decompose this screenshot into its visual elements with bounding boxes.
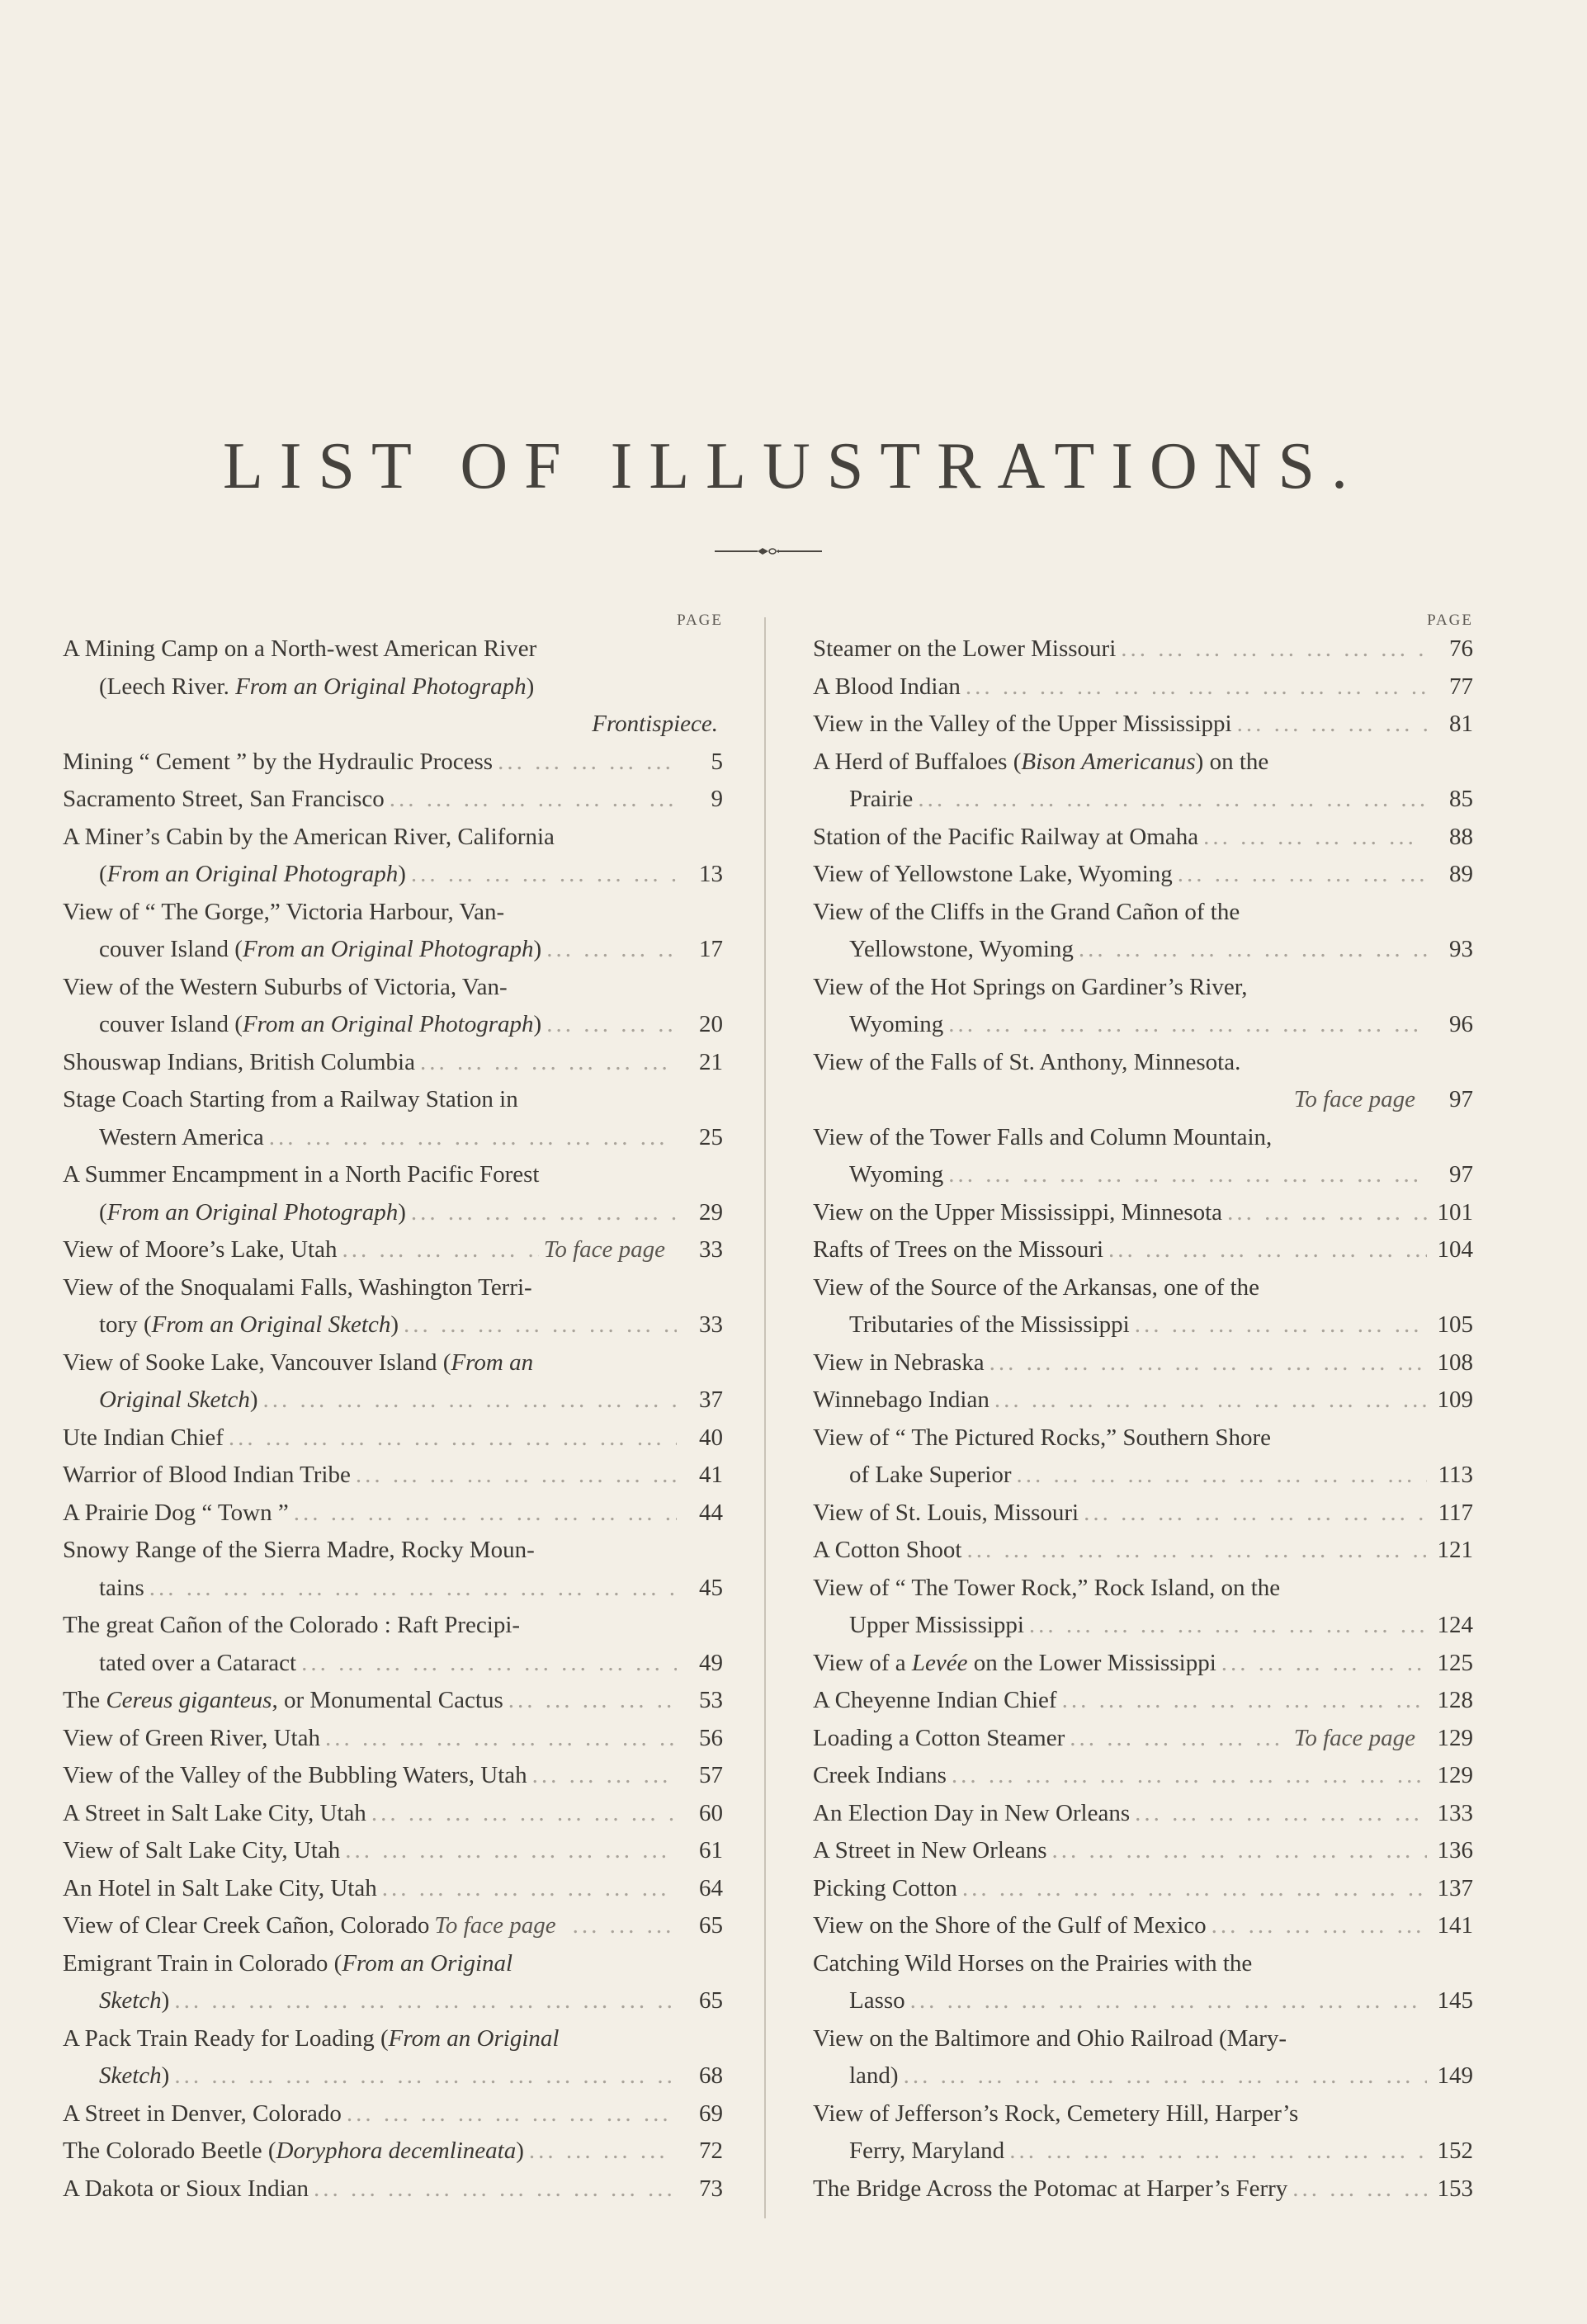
entry-page: 61 [699, 1837, 723, 1863]
entry-page: 145 [1437, 1987, 1473, 2014]
entry-title: tains [99, 1574, 144, 1601]
illustration-entry [63, 2133, 723, 2170]
leader-dots [1079, 1495, 1427, 1533]
leader-dots [1116, 631, 1427, 668]
illustration-entry [813, 1720, 1473, 1758]
entry-page: 88 [1449, 823, 1473, 850]
entry-punct: ( [99, 861, 107, 887]
illustration-entry [813, 1570, 1473, 1645]
illustration-entry [63, 1795, 723, 1833]
entry-page: 77 [1449, 673, 1473, 700]
entry-title: View of St. Louis, Missouri [813, 1499, 1079, 1526]
illustration-entry [813, 1645, 1473, 1683]
entry-page: 17 [699, 936, 723, 962]
illustration-entry [63, 1832, 723, 1870]
entry-page: 117 [1438, 1499, 1473, 1526]
entry-page: 136 [1437, 1837, 1473, 1863]
entry-punct: ) [533, 936, 542, 962]
entry-page: 109 [1437, 1386, 1473, 1413]
illustration-entry [813, 1870, 1473, 1908]
entry-title: View of Salt Lake City, Utah [63, 1837, 341, 1863]
entry-page: 81 [1449, 711, 1473, 737]
entry-title: on the Lower Mississippi [967, 1649, 1216, 1676]
entry-title: tated over a Cataract [99, 1649, 297, 1676]
leader-dots [144, 1570, 677, 1608]
illustration-entry [63, 2020, 723, 2095]
entry-page: 57 [699, 1762, 723, 1788]
entry-page: 128 [1437, 1687, 1473, 1713]
leader-dots [309, 2170, 677, 2208]
entry-page: 96 [1449, 1011, 1473, 1037]
entry-page: 20 [699, 1011, 723, 1037]
illustration-entry [63, 1532, 723, 1607]
leader-dots [1130, 1795, 1427, 1833]
entry-page: 85 [1449, 786, 1473, 812]
entry-title: The great Cañon of the Colorado : Raft Precipi- [63, 1612, 521, 1638]
entry-page: 113 [1438, 1462, 1473, 1488]
entry-title: View of “ The Pictured Rocks,” Southern Shore [813, 1424, 1272, 1451]
illustration-entry [813, 1344, 1473, 1382]
entry-species-name: Doryphora decemlineata [276, 2137, 517, 2164]
illustration-entry [63, 1495, 723, 1533]
entry-punct: ) [249, 1386, 258, 1413]
leader-dots [1012, 1457, 1428, 1495]
leader-dots [289, 1495, 677, 1533]
entry-title: Station of the Pacific Railway at Omaha [813, 823, 1199, 850]
entry-page: 149 [1437, 2062, 1473, 2089]
entry-page: 97 [1449, 1086, 1473, 1112]
entry-page: 53 [699, 1687, 723, 1713]
entry-page: 65 [699, 1912, 723, 1939]
entry-title: of Lake Superior [849, 1462, 1012, 1488]
entry-page: 125 [1437, 1649, 1473, 1676]
entry-title: The Bridge Across the Potomac at Harper’s Ferry [813, 2175, 1288, 2202]
illustration-entry [813, 856, 1473, 894]
entry-punct: ) [516, 2137, 524, 2164]
entry-page: 49 [699, 1649, 723, 1676]
leader-dots [351, 1457, 677, 1495]
illustration-entry [813, 1682, 1473, 1720]
entry-source: Original Sketch [99, 1386, 250, 1413]
leader-dots [224, 1419, 677, 1457]
illustration-entry [63, 1344, 723, 1419]
leader-dots [957, 1870, 1427, 1908]
illustration-entry [63, 1682, 723, 1720]
entry-title: Lasso [849, 1987, 905, 2014]
leader-dots [169, 2057, 677, 2095]
entry-source: From an Original Photograph [106, 1198, 399, 1226]
entry-page: 104 [1437, 1236, 1473, 1263]
entry-title: View of Sooke Lake, Vancouver Island ( [63, 1349, 451, 1376]
illustration-entry [63, 781, 723, 819]
entry-title: Winnebago Indian [813, 1386, 990, 1413]
leader-dots [1047, 1832, 1428, 1870]
entry-title: Catching Wild Horses on the Prairies with the [813, 1949, 1253, 1977]
entry-title: View of the Falls of St. Anthony, Minnesota. [813, 1048, 1241, 1075]
entry-source: From an Original [388, 2024, 560, 2052]
page-title: LIST OF ILLUSTRATIONS. [222, 430, 1364, 503]
entry-title: Emigrant Train in Colorado ( [63, 1949, 342, 1977]
to-face-page-note: To face page [1293, 1724, 1415, 1751]
entry-title: View on the Baltimore and Ohio Railroad (Mary- [813, 2024, 1287, 2052]
entry-title: Prairie [849, 786, 914, 812]
entry-title: A Blood Indian [813, 673, 961, 700]
entry-title: couver Island ( [99, 1011, 243, 1037]
leader-dots [385, 781, 677, 819]
entry-title: ) on the [1195, 748, 1269, 775]
right-column [813, 611, 1473, 2208]
leader-dots [340, 1832, 677, 1870]
entry-title: Loading a Cotton Steamer [813, 1724, 1065, 1751]
leader-dots [258, 1382, 678, 1419]
leader-dots [947, 1757, 1427, 1795]
illustration-entry [813, 1495, 1473, 1533]
entry-title: The Colorado Beetle ( [63, 2137, 276, 2164]
entry-title: A Dakota or Sioux Indian [63, 2175, 309, 2202]
entry-title: View of the Snoqualami Falls, Washington Terri- [63, 1273, 532, 1301]
entry-title: View of Clear Creek Cañon, Colorado [63, 1912, 430, 1939]
illustration-entry [813, 1382, 1473, 1419]
leader-dots [377, 1870, 677, 1908]
leader-dots [568, 1907, 677, 1945]
entry-source: From an Original Photograph [242, 936, 534, 962]
illustration-entry [813, 1269, 1473, 1344]
leader-dots [1222, 1194, 1427, 1232]
entry-title: Ute Indian Chief [63, 1424, 224, 1451]
illustration-entry [813, 1945, 1473, 2020]
entry-page-note: Frontispiece. [592, 711, 718, 737]
leader-dots [961, 668, 1427, 706]
leader-dots [337, 1231, 538, 1269]
leader-dots [985, 1344, 1427, 1382]
entry-title: Upper Mississippi [849, 1612, 1024, 1638]
entry-title: A Summer Encampment in a North Pacific Forest [63, 1161, 540, 1188]
entry-page: 64 [699, 1874, 723, 1901]
illustration-entry [813, 668, 1473, 706]
entry-source: From an Original Photograph [242, 1011, 534, 1037]
page-column-header: PAGE [1427, 612, 1473, 629]
entry-page: 68 [699, 2062, 723, 2089]
entry-page: 69 [699, 2100, 723, 2127]
entry-title: View of the Source of the Arkansas, one of the [813, 1273, 1260, 1301]
illustration-entry [813, 894, 1473, 969]
entry-title: A Cotton Shoot [813, 1537, 962, 1563]
entry-title: Stage Coach Starting from a Railway Station in [63, 1086, 518, 1112]
entry-title: An Hotel in Salt Lake City, Utah [63, 1874, 377, 1901]
entry-page: 153 [1437, 2175, 1473, 2202]
entry-title: View on the Upper Mississippi, Minnesota [813, 1198, 1223, 1226]
entry-title: Ferry, Maryland [849, 2137, 1005, 2164]
entry-page: 37 [699, 1386, 723, 1413]
entry-italic-term: Levée [911, 1649, 968, 1676]
entry-title: View of the Valley of the Bubbling Waters, Utah [63, 1762, 527, 1788]
entry-title: Rafts of Trees on the Missouri [813, 1236, 1104, 1263]
entry-title: Wyoming [849, 1011, 944, 1037]
leader-dots [342, 2095, 677, 2133]
illustration-entry [63, 1907, 723, 1945]
decorative-rule-icon [715, 543, 822, 560]
entry-page: 13 [699, 861, 723, 887]
illustration-entry [813, 2020, 1473, 2095]
leader-dots [1207, 1907, 1427, 1945]
entry-title: , or Monumental Cactus [272, 1687, 503, 1713]
entry-title: A Street in Salt Lake City, Utah [63, 1799, 366, 1826]
entry-page: 33 [699, 1236, 723, 1263]
illustration-entry [63, 1081, 723, 1156]
entry-title: A Prairie Dog “ Town ” [63, 1499, 289, 1526]
entry-punct: ) [533, 1011, 542, 1037]
entry-page: 121 [1437, 1537, 1473, 1563]
illustration-entry [63, 1870, 723, 1908]
leader-dots [399, 1306, 677, 1344]
leader-dots [1216, 1645, 1427, 1683]
entry-source: From an Original Sketch [151, 1311, 391, 1338]
leader-dots [1004, 2133, 1427, 2170]
to-face-page-note: To face page [434, 1912, 556, 1939]
entry-page: 29 [699, 1198, 723, 1226]
entry-title: Tributaries of the Mississippi [849, 1311, 1130, 1338]
entry-title: Sacramento Street, San Francisco [63, 786, 385, 812]
illustration-entry [63, 1156, 723, 1231]
entry-title: View of Green River, Utah [63, 1724, 320, 1751]
entry-page: 137 [1437, 1874, 1473, 1901]
leader-dots [527, 1757, 677, 1795]
leader-dots [366, 1795, 677, 1833]
entry-punct: ) [398, 861, 406, 887]
illustration-entry [63, 1269, 723, 1344]
entry-punct: ) [161, 1987, 170, 2014]
entry-title: The [63, 1687, 106, 1713]
entry-page: 124 [1437, 1612, 1473, 1638]
leader-dots [1074, 931, 1427, 969]
illustration-entry [63, 1457, 723, 1495]
entry-title: View on the Shore of the Gulf of Mexico [813, 1912, 1207, 1939]
entry-page: 21 [699, 1048, 723, 1075]
entry-page: 97 [1449, 1161, 1473, 1188]
entry-page: 129 [1437, 1762, 1473, 1788]
illustration-entry [813, 1419, 1473, 1495]
illustration-entry [813, 1194, 1473, 1232]
entry-title: A Pack Train Ready for Loading ( [63, 2024, 389, 2052]
entry-title: Steamer on the Lower Missouri [813, 635, 1117, 662]
entry-page: 152 [1437, 2137, 1473, 2164]
entry-page: 56 [699, 1724, 723, 1751]
entry-title: View of the Hot Springs on Gardiner’s River, [813, 973, 1248, 1000]
leader-dots [899, 2057, 1427, 2095]
left-column [63, 611, 723, 2208]
entry-title: Shouswap Indians, British Columbia [63, 1048, 415, 1075]
illustration-entry [63, 1945, 723, 2020]
leader-dots [1287, 2170, 1427, 2208]
entry-source: From an Original Photograph [235, 673, 527, 700]
entry-page: 133 [1437, 1799, 1473, 1826]
entry-punct: ) [390, 1311, 399, 1338]
entry-title: Snowy Range of the Sierra Madre, Rocky Moun- [63, 1537, 535, 1563]
entry-page: 60 [699, 1799, 723, 1826]
entry-title: Mining “ Cement ” by the Hydraulic Process [63, 748, 494, 775]
entry-page: 5 [711, 748, 723, 775]
entry-source: From an [451, 1349, 534, 1376]
entry-page: 105 [1437, 1311, 1473, 1338]
illustration-entry [813, 706, 1473, 744]
entry-source: From an Original Photograph [106, 861, 399, 887]
column-divider [764, 617, 766, 2218]
entry-page: 9 [711, 786, 723, 812]
entry-page: 41 [699, 1462, 723, 1488]
entry-title: View of Jefferson’s Rock, Cemetery Hill, Harper’s [813, 2100, 1299, 2127]
illustration-entry [813, 819, 1473, 857]
entry-title: A Street in New Orleans [813, 1837, 1047, 1863]
illustration-entry [63, 1231, 723, 1269]
entry-title: (Leech River. [99, 673, 236, 700]
leader-dots [169, 1982, 677, 2020]
entry-source: Sketch [99, 1987, 162, 2014]
leader-dots [264, 1119, 677, 1157]
leader-dots [1173, 856, 1427, 894]
entry-title: A Mining Camp on a North-west American River [63, 635, 537, 662]
entry-title: View of the Western Suburbs of Victoria, Van- [63, 973, 508, 1000]
page-column-header: PAGE [677, 612, 723, 629]
illustration-entry [813, 2095, 1473, 2170]
entry-page: 76 [1449, 635, 1473, 662]
entry-title: View of “ The Gorge,” Victoria Harbour, Van- [63, 898, 505, 925]
leader-dots [1065, 1720, 1289, 1758]
leader-dots [320, 1720, 677, 1758]
to-face-page-note: To face page [543, 1236, 665, 1263]
to-face-page-note: To face page [1293, 1086, 1415, 1112]
illustration-entry [63, 1720, 723, 1758]
entry-title: Yellowstone, Wyoming [849, 936, 1074, 962]
entry-species-name: Cereus giganteus [106, 1687, 272, 1713]
leader-dots [962, 1532, 1428, 1570]
entry-punct: ) [398, 1198, 406, 1226]
entry-title: A Miner’s Cabin by the American River, California [63, 823, 555, 850]
leader-dots [541, 1006, 677, 1044]
illustration-entry [63, 1757, 723, 1795]
entry-title: View of the Cliffs in the Grand Cañon of the [813, 898, 1240, 925]
leader-dots [990, 1382, 1427, 1419]
entry-page: 44 [699, 1499, 723, 1526]
leader-dots [1232, 706, 1427, 744]
illustration-entry [63, 744, 723, 782]
illustration-entry [63, 819, 723, 894]
entry-page: 33 [699, 1311, 723, 1338]
entry-title: land) [849, 2062, 899, 2089]
illustration-entry [813, 1231, 1473, 1269]
illustration-entry [63, 631, 723, 744]
entry-title: View of a [813, 1649, 912, 1676]
illustration-entry [63, 1419, 723, 1457]
entry-page: 73 [699, 2175, 723, 2202]
entry-page: 108 [1437, 1349, 1473, 1376]
entry-page: 129 [1437, 1724, 1473, 1751]
entry-species-name: Bison Americanus [1021, 748, 1196, 775]
entry-page: 93 [1449, 936, 1473, 962]
illustration-entry [813, 969, 1473, 1044]
entry-punct: ) [526, 673, 535, 700]
entry-page: 72 [699, 2137, 723, 2164]
illustration-entry [813, 744, 1473, 819]
entry-title: View of Moore’s Lake, Utah [63, 1236, 338, 1263]
entry-title: View in Nebraska [813, 1349, 985, 1376]
leader-dots [1103, 1231, 1427, 1269]
entry-page: 45 [699, 1574, 723, 1601]
entry-punct: ) [161, 2062, 170, 2089]
entry-title: View of the Tower Falls and Column Mountain, [813, 1123, 1273, 1150]
leader-dots [415, 1044, 677, 1082]
leader-dots [943, 1006, 1427, 1044]
illustration-entry [813, 1907, 1473, 1945]
illustration-entry [63, 2095, 723, 2133]
leader-dots [524, 2133, 677, 2170]
illustration-entry [63, 969, 723, 1044]
entry-title: Warrior of Blood Indian Tribe [63, 1462, 351, 1488]
leader-dots [541, 931, 677, 969]
entry-title: A Herd of Buffaloes ( [813, 748, 1022, 775]
illustration-entry [813, 1832, 1473, 1870]
entry-title: couver Island ( [99, 936, 243, 962]
illustration-entry [813, 1795, 1473, 1833]
entry-title: A Cheyenne Indian Chief [813, 1687, 1057, 1713]
entry-page: 65 [699, 1987, 723, 2014]
illustration-entry [813, 1119, 1473, 1194]
entry-title: A Street in Denver, Colorado [63, 2100, 342, 2127]
entry-title: An Election Day in New Orleans [813, 1799, 1131, 1826]
entry-title: Creek Indians [813, 1762, 947, 1788]
entry-title: Picking Cotton [813, 1874, 957, 1901]
illustration-entry [813, 631, 1473, 668]
leader-dots [1057, 1682, 1427, 1720]
leader-dots [406, 1194, 677, 1232]
leader-dots [406, 856, 677, 894]
leader-dots [905, 1982, 1427, 2020]
illustration-entry [63, 894, 723, 969]
leader-dots [913, 781, 1427, 819]
leader-dots [943, 1156, 1427, 1194]
entry-title: View of “ The Tower Rock,” Rock Island, on the [813, 1574, 1281, 1601]
entry-title: View in the Valley of the Upper Mississippi [813, 711, 1232, 737]
entry-page: 25 [699, 1123, 723, 1150]
entry-title: Wyoming [849, 1161, 944, 1188]
illustration-entry [813, 1044, 1473, 1119]
illustration-entry [63, 1607, 723, 1682]
entry-page: 101 [1437, 1198, 1473, 1226]
entry-source: From an Original [342, 1949, 513, 1977]
leader-dots [1198, 819, 1427, 857]
entry-punct: ( [99, 1198, 107, 1226]
leader-dots [1024, 1607, 1427, 1645]
entry-title: View of Yellowstone Lake, Wyoming [813, 861, 1173, 887]
entry-title: tory ( [99, 1311, 152, 1338]
leader-dots [1130, 1306, 1427, 1344]
illustration-entry [813, 2170, 1473, 2208]
leader-dots [503, 1682, 677, 1720]
entry-source: Sketch [99, 2062, 162, 2089]
entry-page: 40 [699, 1424, 723, 1451]
leader-dots [296, 1645, 677, 1683]
leader-dots [493, 744, 677, 782]
illustration-entry [63, 2170, 723, 2208]
entry-title: Western America [99, 1123, 264, 1150]
entry-page: 141 [1437, 1912, 1473, 1939]
illustration-entry [813, 1532, 1473, 1570]
illustration-entry [813, 1757, 1473, 1795]
entry-page: 89 [1449, 861, 1473, 887]
illustration-entry [63, 1044, 723, 1082]
